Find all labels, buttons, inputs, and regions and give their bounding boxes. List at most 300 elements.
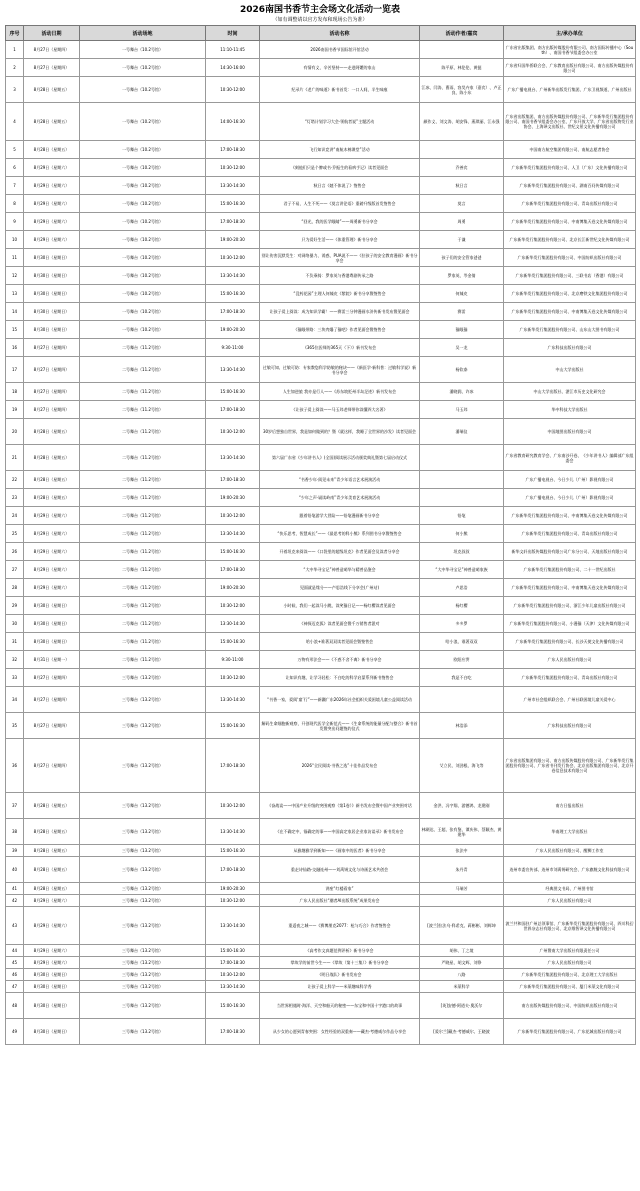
cell-no: 33: [6, 669, 24, 687]
cell-name: 过敏可知、过敏可防：专家教您科学防敏的秘诀——《新医学·新科普：过敏科学说》新书分享会: [260, 357, 420, 383]
cell-no: 35: [6, 713, 24, 739]
header-date: 活动日期: [24, 26, 80, 41]
cell-name: “快乐思考，智慧成长”——《最思考的科小熊》系列图书分享暨签售会: [260, 525, 420, 543]
table-row: [6, 857, 636, 883]
cell-org: 广东省出版集团、南方出版传媒股份有限公司、南方国际传播中心（South）、南国书香节组委会办公室: [504, 41, 636, 59]
cell-name: 万物有形法会——《不惑不舍不离》新书分享会: [260, 651, 420, 669]
table-row: [6, 615, 636, 633]
cell-date: 8月28日（星期五）: [24, 845, 80, 857]
cell-org: 广东人民出版社有限公司: [504, 895, 636, 907]
cell-org: 广东科技出版社有限公司: [504, 713, 636, 739]
table-header-row: [6, 26, 636, 41]
activity-table: [5, 25, 636, 1045]
cell-venue: 三号舞台（13.2号馆）: [80, 993, 206, 1019]
cell-org: 南方日报出版社: [504, 793, 636, 819]
cell-guest: [420, 687, 504, 713]
cell-name: 讲座“红楼看家”: [260, 883, 420, 895]
cell-venue: 三号舞台（13.2号馆）: [80, 945, 206, 957]
table-row: [6, 651, 636, 669]
cell-name: 《高考作文真题范例评析》新书分享会: [260, 945, 420, 957]
cell-guest: [420, 141, 504, 159]
cell-date: 8月28日（星期五）: [24, 471, 80, 489]
cell-venue: 二号舞台（11.2号馆）: [80, 489, 206, 507]
cell-time: 17:00-18:30: [206, 213, 260, 231]
table-row: [6, 445, 636, 471]
cell-org: 广东新华发行集团股份有限公司、山东山大图书有限公司: [504, 321, 636, 339]
cell-guest: 米莱科学: [420, 981, 504, 993]
cell-venue: 三号舞台（13.2号馆）: [80, 819, 206, 845]
cell-time: 17:00-18:30: [206, 303, 260, 321]
cell-date: 8月29日（星期六）: [24, 895, 80, 907]
cell-venue: 三号舞台（13.2号馆）: [80, 669, 206, 687]
cell-guest: 坦克叔叔: [420, 543, 504, 561]
table-row: [6, 41, 636, 59]
cell-venue: 一号舞台（10.2号馆）: [80, 249, 206, 267]
cell-date: 8月29日（星期六）: [24, 525, 80, 543]
cell-org: 广东人民出版社有限公司、醒狮工作室: [504, 845, 636, 857]
cell-venue: 三号舞台（13.2号馆）: [80, 739, 206, 793]
cell-venue: 一号舞台（10.2号馆）: [80, 159, 206, 177]
cell-date: 8月29日（星期六）: [24, 231, 80, 249]
cell-guest: 八路: [420, 969, 504, 981]
cell-no: 5: [6, 141, 24, 159]
cell-guest: 孩子们的安全管家爸爸: [420, 249, 504, 267]
cell-no: 39: [6, 845, 24, 857]
cell-org: 广东省出版集团有限公司、南方出版传媒股份有限公司、广东新华发行集团股份有限公司、广东省书刊发行协会、北京出版集团有限公司、北京开卷信息技术有限公司: [504, 739, 636, 793]
cell-date: 8月29日（星期六）: [24, 945, 80, 957]
cell-name: “大中华寻宝记”神兽造萌华与精兽品鉴会: [260, 561, 420, 579]
cell-time: 17:00-18:30: [206, 1019, 260, 1045]
cell-venue: 二号舞台（11.2号馆）: [80, 339, 206, 357]
cell-name: “灯塔计划学习大会·领航者说”主题活动: [260, 103, 420, 141]
cell-time: 19:00-20:30: [206, 883, 260, 895]
cell-time: 10:30-12:00: [206, 969, 260, 981]
cell-org: 华中科技大学出版社: [504, 401, 636, 419]
table-row: [6, 819, 636, 845]
cell-guest: 颜作义、刘文涛、胡安锋、燕琪丽、江永强: [420, 103, 504, 141]
cell-date: 8月27日（星期四）: [24, 339, 80, 357]
cell-venue: 三号舞台（13.2号馆）: [80, 845, 206, 857]
cell-date: 8月28日（星期五）: [24, 883, 80, 895]
cell-name: 飞行知识竞讲“南航木棉课堂”活动: [260, 141, 420, 159]
cell-date: 8月28日（星期五）: [24, 419, 80, 445]
cell-venue: 三号舞台（13.2号馆）: [80, 981, 206, 993]
cell-no: 24: [6, 507, 24, 525]
cell-no: 20: [6, 419, 24, 445]
cell-org: 广东省出版集团、南方出版传媒股份有限公司、广东新华发行集团股份有限公司、南国书香节组委会办公室、广东开放大学、广东省出版物发行业协会、上海译文出版社、世纪文景文化传播有限公司: [504, 103, 636, 141]
cell-date: 8月28日（星期五）: [24, 793, 80, 819]
cell-name: 君子不易，人生不死——《莫言讲论语》重磅升级版首发签售会: [260, 195, 420, 213]
cell-date: 8月27日（星期四）: [24, 401, 80, 419]
cell-name: 哈小浪+谁著双双读者见面会暨签售会: [260, 633, 420, 651]
cell-venue: 二号舞台（11.2号馆）: [80, 615, 206, 633]
cell-org: 广东省归国华侨联合会、广东教育出版社有限公司、南方出版传媒股份有限公司: [504, 59, 636, 77]
cell-name: 不负乘骑：罗家英与香港粤剧传承之路: [260, 267, 420, 285]
cell-date: 8月30日（星期日）: [24, 981, 80, 993]
cell-date: 8月30日（星期日）: [24, 993, 80, 1019]
cell-org: 中国南方航空集团有限公司、南航志愿者协会: [504, 141, 636, 159]
cell-date: 8月27日（星期四）: [24, 41, 80, 59]
cell-no: 7: [6, 177, 24, 195]
cell-org: 广东新华发行集团股份有限公司、中南博集天卷文化传媒有限公司: [504, 579, 636, 597]
cell-time: 10:30-12:00: [206, 895, 260, 907]
cell-date: 8月30日（星期日）: [24, 321, 80, 339]
cell-venue: 三号舞台（13.2号馆）: [80, 1019, 206, 1045]
table-row: [6, 195, 636, 213]
cell-guest: 严晓星、胡文辉、刘铮: [420, 957, 504, 969]
cell-org: 中国地图出版社有限公司: [504, 419, 636, 445]
cell-venue: 二号舞台（11.2号馆）: [80, 597, 206, 615]
table-row: [6, 579, 636, 597]
cell-time: 10:30-12:00: [206, 77, 260, 103]
cell-guest: [波兰]拉法乌·科希克、蒋彬彬、刘辉坤: [420, 907, 504, 945]
cell-no: 25: [6, 525, 24, 543]
cell-name: 广东人民出版社“潮者AI出版系统”成果发布会: [260, 895, 420, 907]
cell-time: 14:30-16:00: [206, 59, 260, 77]
table-row: [6, 489, 636, 507]
cell-no: 42: [6, 895, 24, 907]
cell-guest: [爱尔兰]藏杰·考德威尔、王晓波: [420, 1019, 504, 1045]
cell-no: 32: [6, 651, 24, 669]
cell-org: 广东新华发行集团股份有限公司、北京理工大学出版社: [504, 969, 636, 981]
cell-venue: 三号舞台（13.2号馆）: [80, 793, 206, 819]
cell-org: 广东新华发行集团股份有限公司、浙江少年儿童出版社有限公司: [504, 597, 636, 615]
table-row: [6, 981, 636, 993]
cell-time: 17:00-18:30: [206, 471, 260, 489]
cell-date: 8月30日（星期日）: [24, 597, 80, 615]
cell-org: 广东科技出版社有限公司: [504, 339, 636, 357]
cell-time: 17:00-18:30: [206, 561, 260, 579]
cell-org: 广东新华发行集团股份有限公司、广东花城出版社有限公司: [504, 1019, 636, 1045]
table-row: [6, 471, 636, 489]
table-row: [6, 993, 636, 1019]
cell-no: 9: [6, 213, 24, 231]
cell-venue: 二号舞台（11.2号馆）: [80, 357, 206, 383]
cell-time: 15:00-16:30: [206, 633, 260, 651]
page: [5, 0, 635, 1045]
cell-no: 17: [6, 357, 24, 383]
table-body: [6, 41, 636, 1045]
table-row: [6, 507, 636, 525]
cell-time: 19:00-20:30: [206, 231, 260, 249]
cell-org: 连州市委宣传部、连州市刘禹锡研究会、广东旗舰文化科技有限公司: [504, 857, 636, 883]
cell-guest: 朱丹青: [420, 857, 504, 883]
cell-time: 15:00-16:30: [206, 543, 260, 561]
cell-name: 重走诗仙路·交融连州——刘禹锡文化与诗画艺术共创会: [260, 857, 420, 883]
cell-guest: 胡伟、丁之境: [420, 945, 504, 957]
cell-name: “少年之声·诵读岭南”青少年美育艺术展演活动: [260, 489, 420, 507]
cell-time: 13:30-14:30: [206, 445, 260, 471]
cell-no: 30: [6, 615, 24, 633]
cell-venue: 三号舞台（13.2号馆）: [80, 907, 206, 945]
table-row: [6, 321, 636, 339]
cell-no: 49: [6, 1019, 24, 1045]
cell-venue: 二号舞台（11.2号馆）: [80, 525, 206, 543]
cell-org: 广东广播电视台、今日少儿（广州）影视有限公司: [504, 471, 636, 489]
cell-no: 48: [6, 993, 24, 1019]
cell-date: 8月28日（星期五）: [24, 857, 80, 883]
cell-venue: 二号舞台（11.2号馆）: [80, 445, 206, 471]
cell-guest: [420, 895, 504, 907]
cell-org: 广东新华发行集团股份有限公司、北京磨铁文化集团股份有限公司: [504, 285, 636, 303]
cell-org: 中山大学出版社: [504, 357, 636, 383]
cell-date: 8月29日（星期六）: [24, 561, 80, 579]
table-row: [6, 141, 636, 159]
cell-time: 13:30-14:30: [206, 907, 260, 945]
cell-guest: 杨钦泰: [420, 357, 504, 383]
cell-venue: 一号舞台（10.2号馆）: [80, 267, 206, 285]
table-row: [6, 1019, 636, 1045]
cell-org: 新华文轩出版传媒股份有限公司广东分公司、天地出版社有限公司: [504, 543, 636, 561]
cell-name: 第六届广东省《少年讲书人》(全国)阅读展示活动颁奖典礼暨第七届启动仪式: [260, 445, 420, 471]
cell-guest: 卢思浩: [420, 579, 504, 597]
cell-time: 10:30-12:00: [206, 419, 260, 445]
cell-venue: 一号舞台（10.2号馆）: [80, 231, 206, 249]
cell-org: 广州市社会组织联合会、广州社联困境儿童关爱中心: [504, 687, 636, 713]
cell-date: 8月27日（星期四）: [24, 669, 80, 687]
cell-date: 8月30日（星期日）: [24, 303, 80, 321]
cell-name: 解码生命细胞新观察，开创现代医学全新范式——《生命系统的能量分配与整合》新书首发暨突出问题签约仪式: [260, 713, 420, 739]
cell-guest: 杨红樱: [420, 597, 504, 615]
cell-name: 开着坦克来阅读——《口袋里的超级坦克》作者见面会及读者分享会: [260, 543, 420, 561]
cell-venue: 二号舞台（11.2号馆）: [80, 543, 206, 561]
cell-date: 8月27日（星期四）: [24, 687, 80, 713]
cell-name: 小时候，我们一起读马小跳，读笑猫日记——杨红樱读者见面会: [260, 597, 420, 615]
cell-name: 从少女的心愿到青春突围：女性经验的双重奏——藏杰·考德威尔作品分享会: [260, 1019, 420, 1045]
cell-no: 10: [6, 231, 24, 249]
cell-org: 广东人民出版社有限公司: [504, 651, 636, 669]
table-row: [6, 739, 636, 793]
cell-no: 31: [6, 633, 24, 651]
cell-org: 广东新华发行集团股份有限公司、三联书店（香港）有限公司: [504, 267, 636, 285]
cell-time: 10:30-12:00: [206, 669, 260, 687]
cell-time: 9:30-11:00: [206, 651, 260, 669]
table-row: [6, 303, 636, 321]
header-org: 主/承办单位: [504, 26, 636, 41]
cell-date: 8月28日（星期五）: [24, 489, 80, 507]
cell-org: 广州暨南大学出版社有限责任公司: [504, 945, 636, 957]
cell-no: 23: [6, 489, 24, 507]
cell-guest: 周勇: [420, 213, 504, 231]
cell-time: 15:00-16:30: [206, 285, 260, 303]
cell-no: 14: [6, 303, 24, 321]
cell-name: 掌故学的前世今生——《掌故（第十三集）》新书分享会: [260, 957, 420, 969]
cell-no: 43: [6, 907, 24, 945]
cell-guest: [英]安德·阿道夫·奥沃尔: [420, 993, 504, 1019]
cell-date: 8月28日（星期五）: [24, 819, 80, 845]
header-guest: 活动作者/嘉宾: [420, 26, 504, 41]
cell-no: 44: [6, 945, 24, 957]
cell-venue: 三号舞台（13.2号馆）: [80, 713, 206, 739]
cell-org: 华南理工大学出版社: [504, 819, 636, 845]
cell-time: 10:30-12:00: [206, 249, 260, 267]
cell-name: 当世界相遇时·海洋、天空和船天的秘密——东宝和中国十字港口的故事: [260, 993, 420, 1019]
cell-name: 《在不确定中，锚确定的事——中国高定家居企业家访谈录》新书发布会: [260, 819, 420, 845]
cell-no: 36: [6, 739, 24, 793]
cell-time: 17:00-18:30: [206, 739, 260, 793]
cell-date: 8月29日（星期六）: [24, 177, 80, 195]
table-row: [6, 895, 636, 907]
cell-org: 广东新华发行集团股份有限公司、北京长江新世纪文化传媒有限公司: [504, 231, 636, 249]
cell-time: 13:30-14:30: [206, 981, 260, 993]
cell-org: 广东新华发行集团股份有限公司、厦门米莱文化有限公司: [504, 981, 636, 993]
table-row: [6, 285, 636, 303]
cell-guest: 铅笔: [420, 507, 504, 525]
table-row: [6, 845, 636, 857]
cell-org: 广东新华发行集团股份有限公司、二十一世纪出版社: [504, 561, 636, 579]
cell-no: 18: [6, 383, 24, 401]
cell-date: 8月30日（星期日）: [24, 285, 80, 303]
cell-name: 让孩子爱上阅读：成为知识学霸！——赛雷三分钟漫画水浒传新书发布暨见面会: [260, 303, 420, 321]
cell-name: 纪录片《老广的味道》新书首发：一口人间，半生味痕: [260, 77, 420, 103]
cell-guest: 马玉玮: [420, 401, 504, 419]
cell-no: 41: [6, 883, 24, 895]
cell-time: 9:30-11:00: [206, 339, 260, 357]
cell-guest: 艾立民、刘劲根、海飞等: [420, 739, 504, 793]
cell-guest: 陈平原、林伦伦、黄挺: [420, 59, 504, 77]
cell-org: 中山大学出版社、湛江市历史文化研究会: [504, 383, 636, 401]
cell-date: 8月31日（星期一）: [24, 651, 80, 669]
table-row: [6, 969, 636, 981]
table-row: [6, 231, 636, 249]
cell-venue: 一号舞台（10.2号馆）: [80, 195, 206, 213]
cell-guest: 我是不白吃: [420, 669, 504, 687]
cell-time: 13:30-14:30: [206, 687, 260, 713]
cell-org: 广东新华发行集团股份有限公司、中南博集天卷文化传媒有限公司: [504, 507, 636, 525]
cell-name: “没药花园”主理人何辣皮《紫院》新书分享暨签售会: [260, 285, 420, 303]
cell-no: 45: [6, 957, 24, 969]
cell-time: 11:10-11:45: [206, 41, 260, 59]
cell-name: 重返夜之城——《赛博朋克2077：枪与巧合》作者签售会: [260, 907, 420, 945]
cell-org: 广东新华发行集团股份有限公司、中南博集天卷文化传媒有限公司: [504, 303, 636, 321]
cell-venue: 二号舞台（11.2号馆）: [80, 633, 206, 651]
cell-guest: 吴一龙: [420, 339, 504, 357]
cell-name: 跟着铅笔游学大冒险——铅笔漫画新书分享会: [260, 507, 420, 525]
cell-guest: 多多罗: [420, 615, 504, 633]
cell-no: 11: [6, 249, 24, 267]
cell-guest: 秋日言: [420, 177, 504, 195]
cell-time: 10:30-12:00: [206, 793, 260, 819]
page-subtitle: （如有调整请以官方发布和现场公告为准）: [272, 17, 368, 23]
cell-venue: 一号舞台（10.2号馆）: [80, 213, 206, 231]
cell-name: 让知识有趣，让学习轻松：不白吃的科学启蒙系列新书签售会: [260, 669, 420, 687]
cell-time: 13:30-14:30: [206, 177, 260, 195]
cell-org: 广东新华发行集团股份有限公司、中南博集天卷文化传媒有限公司: [504, 213, 636, 231]
cell-venue: 一号舞台（10.2号馆）: [80, 321, 206, 339]
cell-name: “书香一家，爱阅‘童’行”——新疆广东2026年社会组织关爱困境儿童公益阅读活动: [260, 687, 420, 713]
cell-name: 《神探迈克狐》读者见面会暨千万销售者派对: [260, 615, 420, 633]
cell-name: 有情有义，辛苦坚持——走进阿嬷的家山: [260, 59, 420, 77]
cell-date: 8月29日（星期六）: [24, 579, 80, 597]
cell-no: 27: [6, 561, 24, 579]
cell-no: 40: [6, 857, 24, 883]
cell-guest: 乔善宾: [420, 159, 504, 177]
cell-venue: 二号舞台（11.2号馆）: [80, 419, 206, 445]
cell-time: 17:00-18:30: [206, 857, 260, 883]
table-row: [6, 103, 636, 141]
cell-guest: 林刷达、王超、张有鉴、谭庆伟、蔡颖杰、黄建华: [420, 819, 504, 845]
cell-date: 8月29日（星期六）: [24, 957, 80, 969]
table-row: [6, 597, 636, 615]
table-row: [6, 213, 636, 231]
table-row: [6, 419, 636, 445]
cell-guest: 潘晓润、许冰: [420, 383, 504, 401]
cell-time: 15:00-16:30: [206, 383, 260, 401]
table-row: [6, 687, 636, 713]
cell-guest: 赛雷: [420, 303, 504, 321]
table-row: [6, 339, 636, 357]
cell-venue: 一号舞台（10.2号馆）: [80, 41, 206, 59]
cell-name: 别让伤害沉默发生：对网络暴力、诱惑、PUA说不——《拉孩子的安全教育漫画》新书分享会: [260, 249, 420, 267]
cell-org: 南方出版传媒股份有限公司、中国纺织出版社有限公司: [504, 993, 636, 1019]
cell-venue: 一号舞台（10.2号馆）: [80, 303, 206, 321]
table-row: [6, 177, 636, 195]
cell-no: 22: [6, 471, 24, 489]
cell-venue: 一号舞台（10.2号馆）: [80, 177, 206, 195]
cell-org: 广东新华发行集团股份有限公司、小漫猫（天津）文化传媒有限公司: [504, 615, 636, 633]
table-row: [6, 357, 636, 383]
cell-no: 34: [6, 687, 24, 713]
cell-date: 8月29日（星期六）: [24, 195, 80, 213]
cell-venue: 一号舞台（10.2号馆）: [80, 285, 206, 303]
cell-venue: 三号舞台（13.2号馆）: [80, 969, 206, 981]
cell-no: 1: [6, 41, 24, 59]
cell-org: 广东新华发行集团股份有限公司、青岛出版社有限公司: [504, 525, 636, 543]
cell-venue: 三号舞台（13.2号馆）: [80, 957, 206, 969]
table-row: [6, 633, 636, 651]
cell-no: 28: [6, 579, 24, 597]
cell-venue: 二号舞台（11.2号馆）: [80, 561, 206, 579]
header-name: 活动名称: [260, 26, 420, 41]
cell-date: 8月28日（星期五）: [24, 141, 80, 159]
cell-no: 47: [6, 981, 24, 993]
cell-guest: 金洪、冯字翔、游德鸿、龙建刚: [420, 793, 504, 819]
cell-guest: 马瑞芳: [420, 883, 504, 895]
cell-date: 8月29日（星期六）: [24, 543, 80, 561]
cell-date: 8月30日（星期日）: [24, 969, 80, 981]
cell-date: 8月30日（星期日）: [24, 249, 80, 267]
cell-guest: 莫言: [420, 195, 504, 213]
cell-time: 14:00-16:30: [206, 103, 260, 141]
table-row: [6, 383, 636, 401]
cell-org: 广东广播电视台、广州新华出版发行集团、广东卫视频道、广州出版社: [504, 77, 636, 103]
table-row: [6, 59, 636, 77]
cell-guest: [420, 41, 504, 59]
cell-venue: 一号舞台（10.2号馆）: [80, 59, 206, 77]
cell-time: 15:00-16:30: [206, 195, 260, 213]
cell-time: 13:30-14:30: [206, 267, 260, 285]
cell-venue: 三号舞台（13.2号馆）: [80, 895, 206, 907]
cell-venue: 一号舞台（10.2号馆）: [80, 103, 206, 141]
header-venue: 活动场地: [80, 26, 206, 41]
cell-date: 8月28日（星期五）: [24, 77, 80, 103]
cell-org: 广东新华发行集团股份有限公司、青岛出版社有限公司: [504, 669, 636, 687]
header-no: 序号: [6, 26, 24, 41]
cell-date: 8月28日（星期五）: [24, 445, 80, 471]
cell-guest: “大中华寻宝记”神兽造萌家族: [420, 561, 504, 579]
cell-name: “回光，我的医学眼睛”——周勇新书分享会: [260, 213, 420, 231]
cell-no: 3: [6, 77, 24, 103]
cell-time: 10:30-12:00: [206, 507, 260, 525]
cell-no: 12: [6, 267, 24, 285]
cell-name: 人生如逆旅 我亦是行人——《苏东坡贬州半岛足迹》新书发布会: [260, 383, 420, 401]
cell-guest: [420, 489, 504, 507]
cell-no: 4: [6, 103, 24, 141]
cell-org: 广东新华发行集团股份有限公司、长沙天使文化传播有限公司: [504, 633, 636, 651]
cell-guest: 哈小浪、谁著双双: [420, 633, 504, 651]
cell-time: 19:00-20:30: [206, 489, 260, 507]
cell-date: 8月27日（星期四）: [24, 59, 80, 77]
